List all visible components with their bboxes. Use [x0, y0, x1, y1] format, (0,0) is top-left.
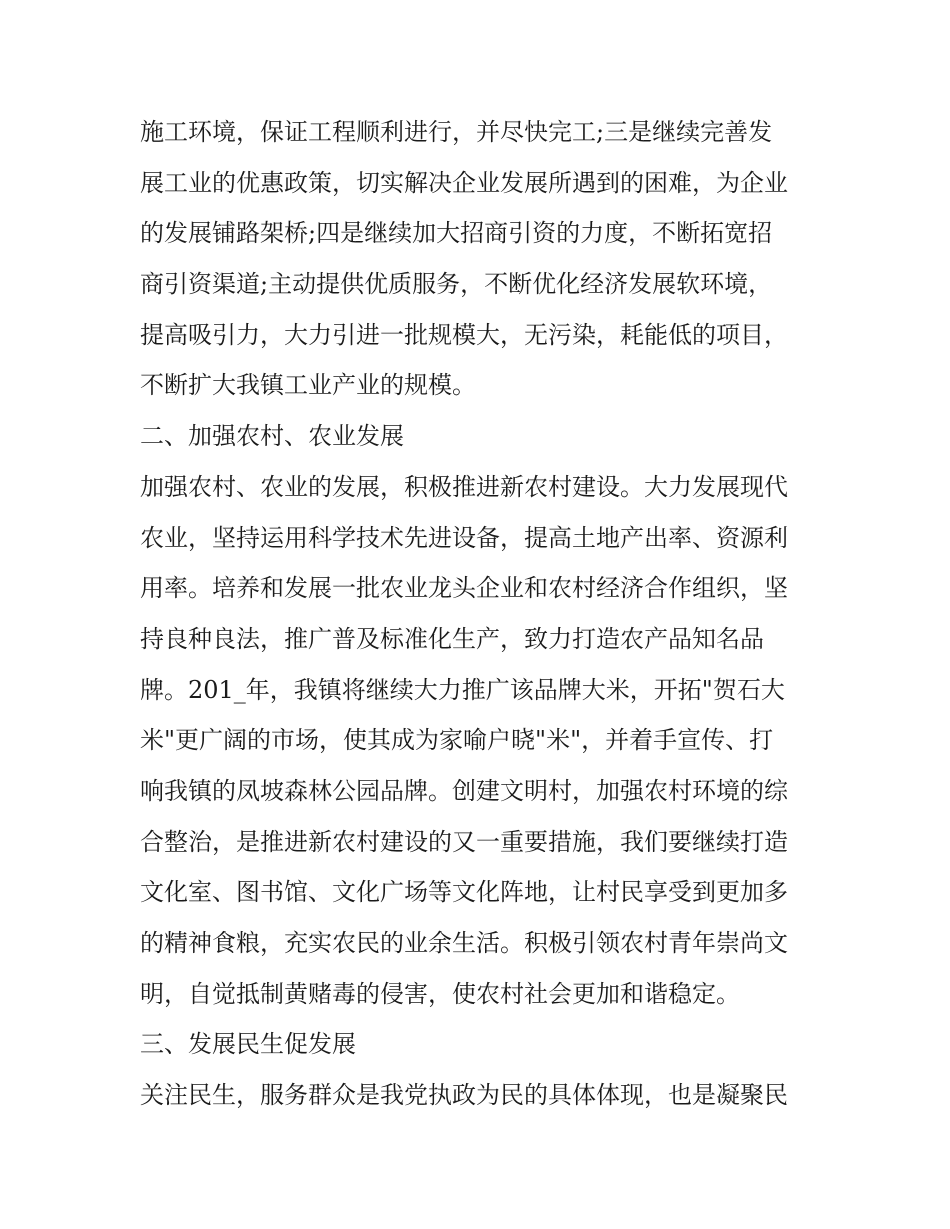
- body-text-line: 响我镇的凤坡森林公园品牌。创建文明村，加强农村环境的综: [140, 776, 788, 805]
- body-text-line: 合整治，是推进新农村建设的又一重要措施，我们要继续打造: [140, 827, 788, 856]
- body-text-line: 提高吸引力，大力引进一批规模大，无污染，耗能低的项目，: [140, 320, 788, 349]
- body-text-line: 米"更广阔的市场，使其成为家喻户晓"米"，并着手宣传、打: [140, 726, 774, 755]
- body-text-line: 持良种良法，推广普及标准化生产，致力打造农产品知名品: [140, 624, 764, 653]
- section-heading: 二、加强农村、农业发展: [140, 422, 404, 451]
- document-body: [140, 107, 820, 1121]
- body-text-line: 商引资渠道;主动提供优质服务，不断优化经济发展软环境，: [140, 270, 773, 299]
- body-text-line: 展工业的优惠政策，切实解决企业发展所遇到的困难，为企业: [140, 168, 788, 197]
- body-text-line: 明，自觉抵制黄赌毒的侵害，使农村社会更加和谐稳定。: [140, 979, 740, 1008]
- body-text-line: 的发展铺路架桥;四是继续加大招商引资的力度，不断拓宽招: [140, 219, 773, 248]
- body-text-line: 不断扩大我镇工业产业的规模。: [140, 371, 476, 400]
- body-text-line: 牌。201_年，我镇将继续大力推广该品牌大米，开拓"贺石大: [140, 675, 785, 704]
- body-text-line: 施工环境，保证工程顺利进行，并尽快完工;三是继续完善发: [140, 118, 773, 146]
- body-text-line: 农业，坚持运用科学技术先进设备，提高土地产出率、资源利: [140, 523, 788, 552]
- body-text-line: 关注民生，服务群众是我党执政为民的具体体现，也是凝聚民: [140, 1081, 788, 1110]
- body-text-line: 的精神食粮，充实农民的业余生活。积极引领农村青年崇尚文: [140, 929, 788, 957]
- section-heading: 三、发展民生促发展: [140, 1030, 356, 1059]
- body-text-line: 加强农村、农业的发展，积极推进新农村建设。大力发展现代: [140, 472, 788, 501]
- body-text-line: 文化室、图书馆、文化广场等文化阵地，让村民享受到更加多: [140, 878, 788, 907]
- body-text-line: 用率。培养和发展一批农业龙头企业和农村经济合作组织，坚: [140, 574, 788, 603]
